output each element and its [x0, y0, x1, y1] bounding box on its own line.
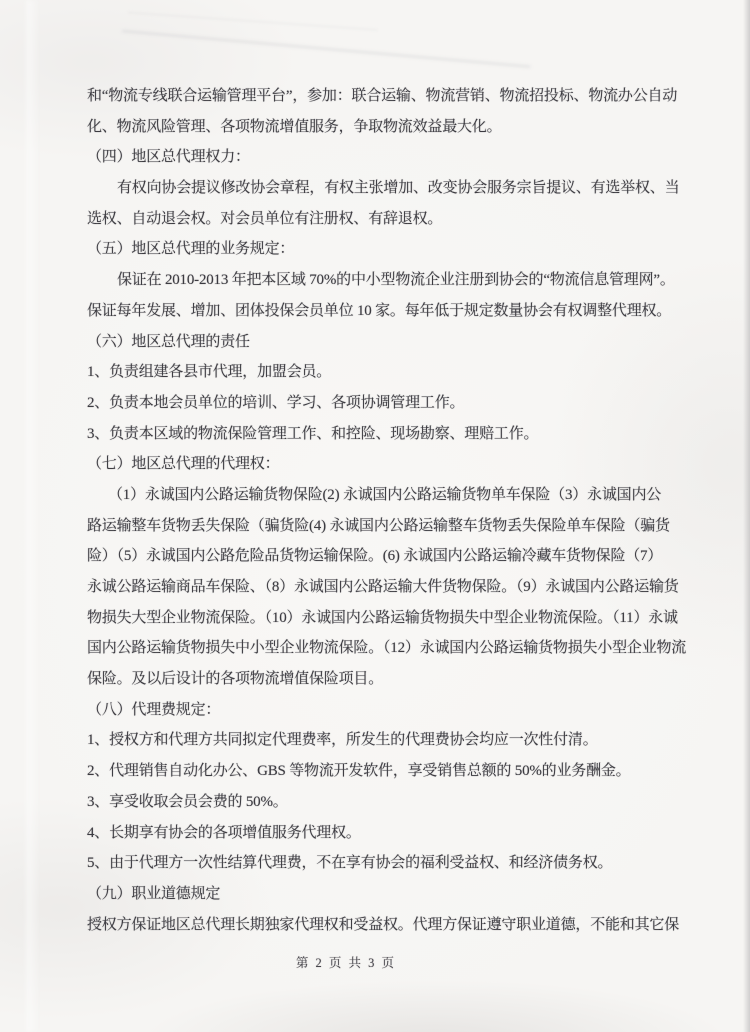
body-text-line: 选权、自动退会权。对会员单位有注册权、有辞退权。 [87, 210, 443, 227]
numbered-item-line: 3、享受收取会员会费的 50%。 [87, 793, 288, 810]
section-heading-line: （七）地区总代理的代理权： [87, 456, 280, 473]
numbered-item-line: 3、负责本区域的物流保险管理工作、和控险、现场勘察、理赔工作。 [87, 425, 539, 442]
numbered-item-line: 1、负责组建各县市代理，加盟会员。 [87, 364, 332, 381]
section-heading-line: （六）地区总代理的责任 [87, 333, 250, 350]
body-text-line: 路运输整车货物丢失保险（骗货险(4) 永诚国内公路运输整车货物丢失保险单车保险（骗货 [87, 517, 670, 534]
body-text-line: 授权方保证地区总代理长期独家代理权和受益权。代理方保证遵守职业道德，不能和其它保 [87, 916, 680, 933]
numbered-item-line: 4、长期享有协会的各项增值服务代理权。 [87, 824, 361, 841]
body-text-line: 保证在 2010-2013 年把本区域 70%的中小型物流企业注册到协会的“物流信息管理网”。 [117, 272, 675, 289]
body-text-line: 险）（5）永诚国内公路危险品货物运输保险。(6) 永诚国内公路运输冷藏车货物保险（7） [87, 548, 663, 565]
scan-crease-artifact [122, 30, 531, 68]
section-heading-line: （四）地区总代理权力： [87, 149, 250, 166]
body-text-line: 化、物流风险管理、各项物流增值服务，争取物流效益最大化。 [87, 118, 502, 135]
body-text-line: （1）永诚国内公路运输货物保险(2) 永诚国内公路运输货物单车保险（3）永诚国内公 [108, 486, 662, 503]
numbered-item-line: 1、授权方和代理方共同拟定代理费率，所发生的代理费协会均应一次性付清。 [87, 732, 598, 749]
section-heading-line: （五）地区总代理的业务规定： [87, 241, 295, 258]
section-heading-line: （九）职业道德规定 [87, 885, 221, 902]
body-text-line: 有权向协会提议修改协会章程，有权主张增加、改变协会服务宗旨提议、有选举权、当 [117, 180, 680, 197]
document-text [87, 81, 699, 940]
body-text-line: 和“物流专线联合运输管理平台”，参加：联合运输、物流营销、物流招投标、物流办公自动 [87, 88, 678, 104]
page-number-footer: 第 2 页 共 3 页 [295, 956, 397, 970]
numbered-item-line: 5、由于代理方一次性结算代理费，不在享有协会的福利受益权、和经济债务权。 [87, 855, 613, 872]
scan-crease-artifact [128, 12, 377, 30]
body-text-line: 物损失大型企业物流保险。（10）永诚国内公路运输货物损失中型企业物流保险。（11）永诚 [87, 609, 678, 626]
body-text-line: 保证每年发展、增加、团体投保会员单位 10 家。每年低于规定数量协会有权调整代理权。 [87, 302, 672, 319]
numbered-item-line: 2、负责本地会员单位的培训、学习、各项协调管理工作。 [87, 394, 465, 411]
numbered-item-line: 2、代理销售自动化办公、GBS 等物流开发软件，享受销售总额的 50%的业务酬金。 [87, 763, 631, 780]
body-text-line: 保险。及以后设计的各项物流增值保险项目。 [87, 671, 384, 688]
scan-fold-artifact [26, 0, 40, 1032]
body-text-line: 国内公路运输货物损失中小型企业物流保险。（12）永诚国内公路运输货物损失小型企业物流 [87, 640, 687, 657]
scan-edge-shadow [743, 0, 750, 1032]
section-heading-line: （八）代理费规定： [87, 701, 221, 718]
body-text-line: 永诚公路运输商品车保险、（8）永诚国内公路运输大件货物保险。（9）永诚国内公路运输货 [87, 579, 679, 595]
